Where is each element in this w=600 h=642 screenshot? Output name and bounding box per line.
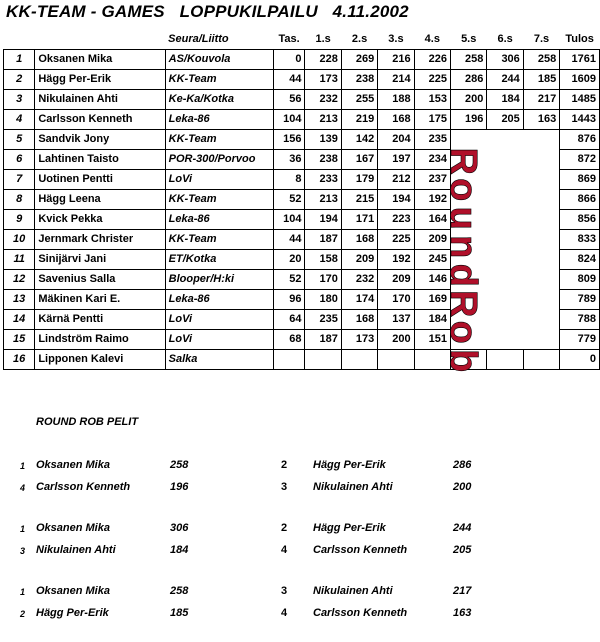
player-club: KK-Team [165, 229, 273, 249]
row-position: 12 [4, 269, 35, 289]
player1-score: 196 [170, 481, 189, 493]
series-6-cell: 205 [487, 109, 523, 129]
series-4-cell: 175 [414, 109, 450, 129]
series-1-cell: 233 [305, 169, 341, 189]
series-2-cell: 171 [341, 209, 377, 229]
series-1-cell: 228 [305, 49, 341, 69]
player1-name: Oksanen Mika [36, 522, 110, 534]
handicap-cell: 68 [273, 329, 305, 349]
handicap-cell: 8 [273, 169, 305, 189]
series-4-cell: 146 [414, 269, 450, 289]
series-2-cell: 269 [341, 49, 377, 69]
total-cell: 1485 [560, 89, 600, 109]
player-name: Carlsson Kenneth [35, 109, 165, 129]
series-2-cell: 232 [341, 269, 377, 289]
player1-seed: 2 [20, 609, 26, 619]
player2-score: 217 [453, 585, 472, 597]
handicap-cell: 20 [273, 249, 305, 269]
series-4-cell: 184 [414, 309, 450, 329]
series-7-cell: 185 [523, 69, 559, 89]
player2-seed: 3 [281, 585, 288, 597]
row-position: 5 [4, 129, 35, 149]
player-club: KK-Team [165, 189, 273, 209]
table-row [4, 109, 600, 129]
player1-score: 258 [170, 459, 189, 471]
round-rob-letter: o [442, 178, 484, 202]
player1-seed: 1 [20, 461, 26, 471]
series-2-cell: 215 [341, 189, 377, 209]
game-row [0, 585, 600, 603]
series-1-cell: 170 [305, 269, 341, 289]
series-5-cell: 196 [451, 109, 487, 129]
header-tas: Tas. [278, 33, 300, 46]
player-club: Ke-Ka/Kotka [165, 89, 273, 109]
series-1-cell: 158 [305, 249, 341, 269]
series-6-cell: 244 [487, 69, 523, 89]
total-cell: 789 [560, 289, 600, 309]
row-position: 2 [4, 69, 35, 89]
handicap-cell: 52 [273, 269, 305, 289]
round-rob-letter: u [442, 206, 484, 230]
player1-score: 185 [170, 607, 189, 619]
series-1-cell: 213 [305, 189, 341, 209]
player2-name: Carlsson Kenneth [313, 607, 408, 619]
row-position: 13 [4, 289, 35, 309]
player-club: Leka-86 [165, 209, 273, 229]
game-row [0, 607, 600, 625]
series-3-cell: 137 [378, 309, 414, 329]
player2-name: Hägg Per-Erik [313, 459, 386, 471]
series-1-cell: 187 [305, 329, 341, 349]
player-name: Jernmark Christer [35, 229, 165, 249]
row-position: 15 [4, 329, 35, 349]
player2-name: Nikulainen Ahti [313, 481, 393, 493]
player-club: Salka [165, 349, 273, 369]
player1-name: Hägg Per-Erik [36, 607, 109, 619]
series-1-cell: 139 [305, 129, 341, 149]
table-row [4, 89, 600, 109]
series-2-cell: 174 [341, 289, 377, 309]
series-3-cell: 200 [378, 329, 414, 349]
game-row [0, 459, 600, 477]
series-1-cell: 173 [305, 69, 341, 89]
total-cell: 0 [560, 349, 600, 369]
row-position: 7 [4, 169, 35, 189]
player-name: Uotinen Pentti [35, 169, 165, 189]
player1-name: Nikulainen Ahti [36, 544, 116, 556]
round-rob-letter: n [442, 235, 484, 259]
series-2-cell [341, 349, 377, 369]
player-club: ET/Kotka [165, 249, 273, 269]
player-name: Kärnä Pentti [35, 309, 165, 329]
total-cell: 872 [560, 149, 600, 169]
player1-score: 306 [170, 522, 189, 534]
header-s2: 2.s [351, 33, 368, 46]
handicap-cell: 96 [273, 289, 305, 309]
row-position: 4 [4, 109, 35, 129]
player1-score: 184 [170, 544, 189, 556]
game-row [0, 522, 600, 540]
series-4-cell: 245 [414, 249, 450, 269]
row-position: 3 [4, 89, 35, 109]
series-4-cell: 237 [414, 169, 450, 189]
header-s6: 6.s [497, 33, 513, 46]
game-row [0, 481, 600, 499]
player2-name: Carlsson Kenneth [313, 544, 408, 556]
player-name: Oksanen Mika [35, 49, 165, 69]
table-row [4, 49, 600, 69]
player1-name: Oksanen Mika [36, 459, 110, 471]
handicap-cell: 156 [273, 129, 305, 149]
total-cell: 1443 [560, 109, 600, 129]
player-club: KK-Team [165, 69, 273, 89]
game-row [0, 544, 600, 562]
series-3-cell: 214 [378, 69, 414, 89]
player-name: Hägg Per-Erik [35, 69, 165, 89]
player2-score: 205 [453, 544, 472, 556]
player-club: AS/Kouvola [165, 49, 273, 69]
player-name: Sinijärvi Jani [35, 249, 165, 269]
player2-name: Nikulainen Ahti [313, 585, 393, 597]
handicap-cell: 36 [273, 149, 305, 169]
handicap-cell [273, 349, 305, 369]
series-2-cell: 168 [341, 309, 377, 329]
series-2-cell: 179 [341, 169, 377, 189]
page-title: KK-TEAM - GAMES LOPPUKILPAILU 4.11.2002 [6, 2, 409, 21]
series-1-cell: 232 [305, 89, 341, 109]
row-position: 1 [4, 49, 35, 69]
series-3-cell: 209 [378, 269, 414, 289]
series-4-cell: 169 [414, 289, 450, 309]
handicap-cell: 44 [273, 69, 305, 89]
series-2-cell: 168 [341, 229, 377, 249]
player-name: Sandvik Jony [35, 129, 165, 149]
row-position: 8 [4, 189, 35, 209]
series-3-cell: 204 [378, 129, 414, 149]
player1-name: Oksanen Mika [36, 585, 110, 597]
handicap-cell: 104 [273, 109, 305, 129]
row-position: 11 [4, 249, 35, 269]
player2-seed: 3 [281, 481, 288, 493]
total-cell: 809 [560, 269, 600, 289]
series-2-cell: 209 [341, 249, 377, 269]
series-7-cell: 258 [523, 49, 559, 69]
round-rob-letter: R [442, 290, 484, 318]
total-cell: 876 [560, 129, 600, 149]
results-header [4, 30, 600, 49]
series-3-cell: 194 [378, 189, 414, 209]
total-cell: 779 [560, 329, 600, 349]
series-4-cell: 226 [414, 49, 450, 69]
player1-seed: 4 [20, 483, 26, 493]
series-5-cell: 286 [451, 69, 487, 89]
series-1-cell: 187 [305, 229, 341, 249]
player-name: Mäkinen Kari E. [35, 289, 165, 309]
player1-seed: 1 [20, 524, 26, 534]
series-5-cell: 200 [451, 89, 487, 109]
handicap-cell: 52 [273, 189, 305, 209]
player2-seed: 4 [281, 544, 288, 556]
header-s7: 7.s [533, 33, 550, 46]
player-name: Kvick Pekka [35, 209, 165, 229]
series-2-cell: 219 [341, 109, 377, 129]
total-cell: 788 [560, 309, 600, 329]
player-club: LoVi [165, 309, 273, 329]
series-7-cell: 217 [523, 89, 559, 109]
header-pos [4, 30, 35, 49]
handicap-cell: 56 [273, 89, 305, 109]
total-cell: 856 [560, 209, 600, 229]
series-4-cell: 234 [414, 149, 450, 169]
series-3-cell: 216 [378, 49, 414, 69]
header-club: Seura/Liitto [168, 33, 229, 46]
total-cell: 1609 [560, 69, 600, 89]
player2-score: 244 [453, 522, 472, 534]
series-3-cell: 212 [378, 169, 414, 189]
total-cell: 1761 [560, 49, 600, 69]
total-cell: 824 [560, 249, 600, 269]
player-club: KK-Team [165, 129, 273, 149]
header-s1: 1.s [315, 33, 331, 46]
player-club: Leka-86 [165, 289, 273, 309]
header-tulos: Tulos [565, 33, 594, 46]
handicap-cell: 64 [273, 309, 305, 329]
header-s3: 3.s [388, 33, 404, 46]
player-name: Savenius Salla [35, 269, 165, 289]
row-position: 10 [4, 229, 35, 249]
series-7-cell: 163 [523, 109, 559, 129]
series-4-cell: 153 [414, 89, 450, 109]
header-s5: 5.s [461, 33, 477, 46]
round-rob-letter: o [442, 320, 484, 344]
series-1-cell: 235 [305, 309, 341, 329]
series-3-cell: 197 [378, 149, 414, 169]
player2-score: 163 [453, 607, 472, 619]
series-4-cell: 192 [414, 189, 450, 209]
player-name: Hägg Leena [35, 189, 165, 209]
player2-seed: 4 [281, 607, 288, 619]
player2-name: Hägg Per-Erik [313, 522, 386, 534]
round-rob-label [442, 147, 539, 375]
series-6-cell: 184 [487, 89, 523, 109]
series-3-cell: 168 [378, 109, 414, 129]
round-rob-letter: R [442, 147, 484, 175]
player-club: POR-300/Porvoo [165, 149, 273, 169]
series-2-cell: 255 [341, 89, 377, 109]
player-name: Lindström Raimo [35, 329, 165, 349]
series-2-cell: 142 [341, 129, 377, 149]
player2-score: 286 [453, 459, 472, 471]
series-4-cell: 151 [414, 329, 450, 349]
series-1-cell: 194 [305, 209, 341, 229]
row-position: 9 [4, 209, 35, 229]
series-1-cell: 238 [305, 149, 341, 169]
series-1-cell: 180 [305, 289, 341, 309]
player-name: Lahtinen Taisto [35, 149, 165, 169]
handicap-cell: 44 [273, 229, 305, 249]
table-row [4, 129, 600, 149]
round-rob-letter: b [442, 349, 484, 373]
handicap-cell: 0 [273, 49, 305, 69]
series-3-cell: 225 [378, 229, 414, 249]
player2-seed: 2 [281, 522, 288, 534]
total-cell: 869 [560, 169, 600, 189]
player1-seed: 3 [20, 546, 26, 556]
series-4-cell: 209 [414, 229, 450, 249]
player-club: Blooper/H:ki [165, 269, 273, 289]
round-rob-letter: d [442, 263, 484, 287]
series-4-cell: 225 [414, 69, 450, 89]
series-5-cell: 258 [451, 49, 487, 69]
total-cell: 866 [560, 189, 600, 209]
series-3-cell [378, 349, 414, 369]
series-3-cell: 188 [378, 89, 414, 109]
series-1-cell [305, 349, 341, 369]
header-s4: 4.s [424, 33, 440, 46]
series-3-cell: 223 [378, 209, 414, 229]
player-club: LoVi [165, 169, 273, 189]
series-1-cell: 213 [305, 109, 341, 129]
series-6-cell: 306 [487, 49, 523, 69]
series-2-cell: 167 [341, 149, 377, 169]
player1-name: Carlsson Kenneth [36, 481, 131, 493]
series-2-cell: 173 [341, 329, 377, 349]
player2-seed: 2 [281, 459, 288, 471]
total-cell: 833 [560, 229, 600, 249]
handicap-cell: 104 [273, 209, 305, 229]
player1-seed: 1 [20, 587, 26, 597]
series-3-cell: 192 [378, 249, 414, 269]
header-name [35, 30, 165, 49]
row-position: 6 [4, 149, 35, 169]
player-name: Lipponen Kalevi [35, 349, 165, 369]
series-2-cell: 238 [341, 69, 377, 89]
series-4-cell: 164 [414, 209, 450, 229]
games-title: ROUND ROB PELIT [36, 416, 139, 428]
player-club: Leka-86 [165, 109, 273, 129]
row-position: 16 [4, 349, 35, 369]
series-3-cell: 170 [378, 289, 414, 309]
player2-score: 200 [453, 481, 472, 493]
series-4-cell: 235 [414, 129, 450, 149]
player-name: Nikulainen Ahti [35, 89, 165, 109]
table-row [4, 69, 600, 89]
player-club: LoVi [165, 329, 273, 349]
player1-score: 258 [170, 585, 189, 597]
row-position: 14 [4, 309, 35, 329]
header-row [4, 30, 600, 49]
